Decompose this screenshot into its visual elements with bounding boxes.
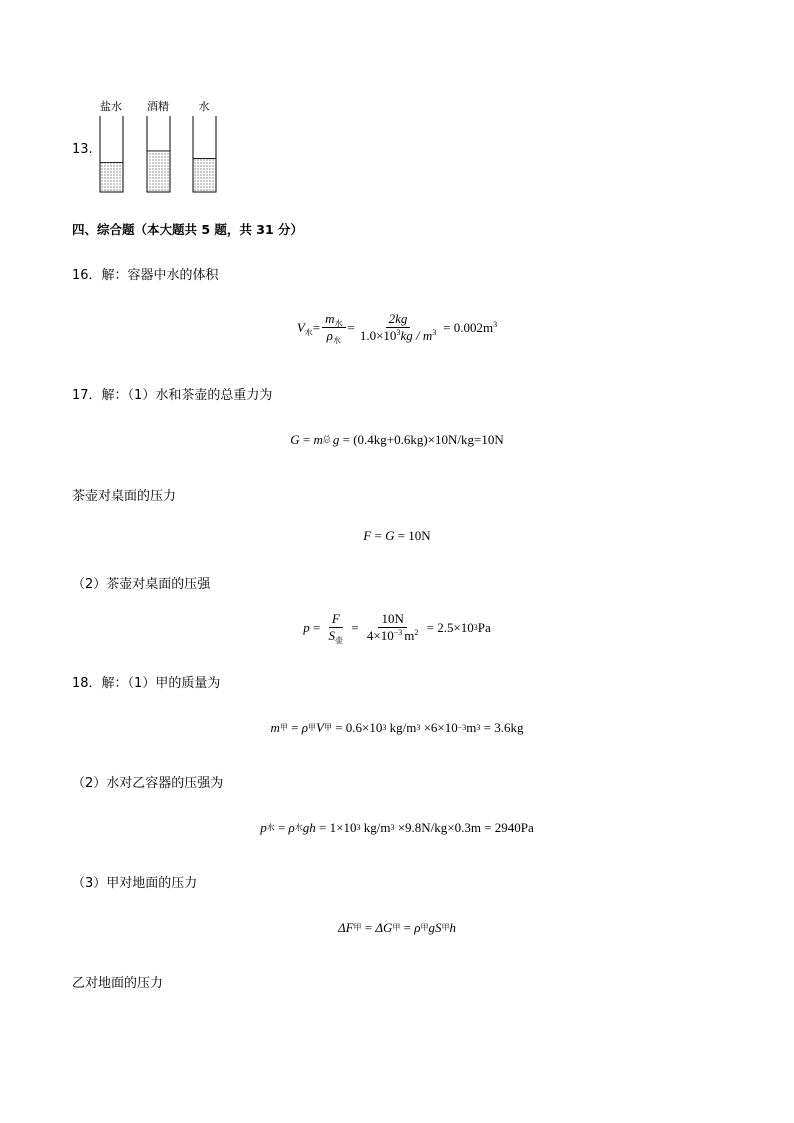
q18-eq1-g: ×6×10 (420, 720, 458, 735)
q18-eq2-g: ×9.8N/kg×0.3m = 2940Pa (394, 820, 534, 835)
q18-eq3-c: ΔG (375, 920, 393, 935)
q18-eq1-i: = 3.6kg (480, 720, 524, 735)
q17-eq3-f2-den-a: 4×10 (366, 628, 394, 643)
q18-eq3-d: = (400, 920, 415, 935)
q18-eq3-f: gS (428, 920, 442, 935)
q16-fraction-2 (357, 312, 439, 343)
beaker-label-brine: 盐水 (100, 100, 122, 113)
q17-eq1-e: = (0.4kg+0.6kg)×10N/kg=10N (339, 432, 504, 447)
q18-text-3: （3）甲对地面的压力 (72, 876, 198, 891)
q17-eq3-eq1: = (309, 619, 324, 635)
q17-equation-2 (0, 528, 794, 544)
q17-intro: 17．解：（1）水和茶壶的总重力为 (72, 388, 273, 403)
q18-eq2-f: kg/m (360, 820, 391, 835)
q17-eq3-fraction-1 (326, 612, 347, 643)
q17-eq1-a: G (290, 432, 300, 447)
q17-eq3-f2-den-exp: −3 (393, 628, 403, 637)
q17-eq3-f1-num: F (329, 612, 343, 628)
q17-equation-3: p = $\frac{F}{S_壶}$ = $\frac{10N}{4\times 10^{-3} m^2}$ = 2.5×10 3 Pa (303, 611, 491, 645)
q18-eq2-a: p (260, 820, 267, 835)
q18-eq2-d: gh (302, 820, 316, 835)
q17-eq3-f2-num: 10N (378, 612, 406, 628)
q18-eq1-b: = (287, 720, 302, 735)
q16-result: = 0.002m (443, 319, 494, 335)
q16-f2-den-exp2: 3 (432, 328, 437, 337)
q17-eq3-f1-den-sub: 壶 (335, 636, 344, 645)
q17-eq1-b: = (299, 432, 314, 447)
q17-eq3-lhs: p (303, 619, 310, 635)
q16-lhs-sub: 水 (304, 327, 313, 337)
q17-eq2-d: = 10N (394, 528, 431, 543)
beaker-label-water: 水 (198, 100, 210, 113)
q18-eq3-b: = (361, 920, 376, 935)
q16-eq1: = (312, 319, 321, 335)
q18-eq3-e: ρ (414, 920, 421, 935)
q17-eq3-f2-den-exp2: 2 (414, 628, 419, 637)
q16-eq2: = (347, 319, 355, 335)
q18-eq1-h: m (466, 720, 477, 735)
q17-text-3: （2）茶壶对桌面的压强 (72, 577, 211, 592)
q18-eq1-a: m (270, 720, 280, 735)
q17-eq2-b: = (371, 528, 386, 543)
q17-eq3-result: = 2.5×10 (423, 619, 474, 635)
q17-eq3-f1-den: S (328, 628, 336, 643)
q17-text-2: 茶壶对桌面的压力 (72, 489, 177, 504)
q18-eq2-c: ρ (288, 820, 295, 835)
q17-eq2-c: G (385, 528, 395, 543)
section-heading: 四、综合题（本大题共 5 题，共 31 分） (72, 222, 304, 237)
q16-f2-den-exp: 3 (396, 328, 401, 337)
q16-f2-den-a: 1.0×10 (359, 328, 397, 343)
q16-equation (0, 312, 794, 343)
q16-fraction-1 (322, 312, 345, 343)
q18-eq1-e: = 0.6×10 (331, 720, 383, 735)
q18-equation-3: ΔF 甲 = ΔG 甲 = ρ 甲 gS 甲 h (337, 920, 457, 935)
q17-eq2-a: F (363, 528, 372, 543)
beaker-liquid-brine (100, 162, 123, 192)
beaker-liquid-water (193, 159, 216, 192)
q17-eq1-c: m (313, 432, 323, 447)
q18-eq1-d: V (315, 720, 324, 735)
q16-f1-num: m (325, 311, 335, 326)
beaker-label-alcohol: 酒精 (147, 100, 169, 113)
q16-f2-den-b: kg / m (400, 328, 433, 343)
q17-eq3-eq2: = (348, 619, 362, 635)
q18-text-4: 乙对地面的压力 (72, 976, 164, 991)
q16-f2-num: 2kg (386, 312, 411, 328)
q18-equation-2: p 水 = ρ 水 gh = 1×10 3 kg/m 3 ×9.8N/kg×0.3m = 2940Pa (260, 820, 534, 835)
q17-eq3-result-unit: Pa (477, 619, 491, 635)
q16-intro: 16．解：容器中水的体积 (72, 268, 219, 283)
q13-beakers-figure (92, 96, 232, 196)
q16-lhs: V (296, 319, 305, 335)
q18-equation-1: m 甲 = ρ 甲 V 甲 = 0.6×10 3 kg/m 3 ×6×10 −3 m 3 = 3.6kg (270, 720, 524, 735)
q16-f1-den-sub: 水 (332, 336, 341, 345)
q18-eq3-g: h (449, 920, 457, 935)
q17-equation-1: G = m 总 g = (0.4kg+0.6kg)×10N/kg=10N (290, 432, 504, 447)
q18-intro: 18．解：（1）甲的质量为 (72, 676, 221, 691)
q18-eq2-b: = (274, 820, 289, 835)
beaker-liquid-alcohol (147, 151, 170, 192)
q18-eq1-c: ρ (301, 720, 308, 735)
q13-number: 13. (72, 142, 93, 157)
q16-result-exp: 3 (493, 319, 498, 329)
q18-eq2-e: = 1×10 (315, 820, 357, 835)
q18-text-2: （2）水对乙容器的压强为 (72, 776, 224, 791)
q17-eq3-f2-den-b: m (404, 628, 415, 643)
q17-eq3-fraction-2 (364, 612, 421, 643)
q16-f1-den: ρ (326, 328, 333, 343)
q17-eq1-d: g (332, 432, 340, 447)
q18-eq1-f: kg/m (386, 720, 417, 735)
q16-f1-num-sub: 水 (334, 319, 343, 328)
q18-eq3-a: ΔF (337, 920, 354, 935)
